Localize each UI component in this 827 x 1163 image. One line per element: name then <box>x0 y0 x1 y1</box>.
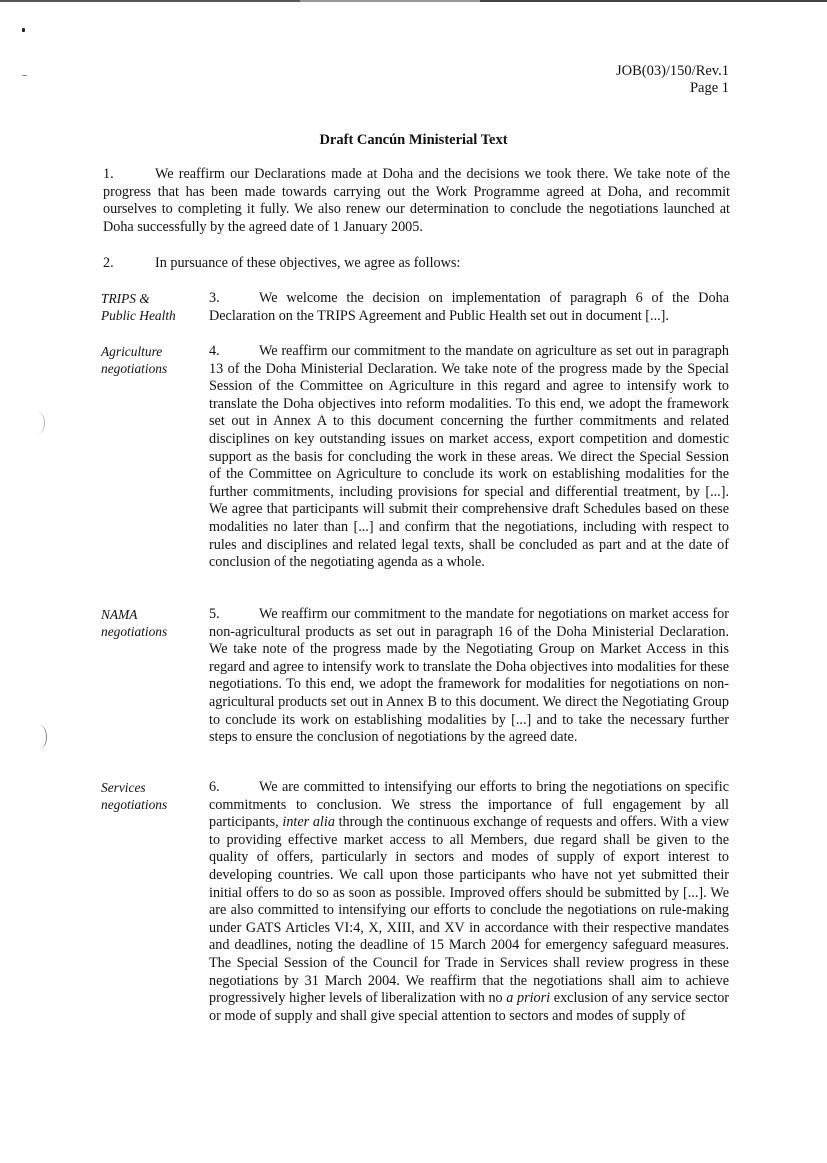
paragraph-text: We welcome the decision on implementation of paragraph 6 of the Doha Declaration on the TRIPS Agreement and Public Health set out in document [...]. <box>209 290 729 324</box>
paragraph-number: 5. <box>209 606 220 622</box>
italic-term: a priori <box>506 990 551 1007</box>
margin-label-line: negotiations <box>101 624 168 639</box>
margin-label-line: Agriculture <box>101 344 163 359</box>
document-reference: JOB(03)/150/Rev.1 <box>615 63 729 79</box>
paragraph-number: 3. <box>209 290 220 306</box>
document-header <box>616 63 729 97</box>
margin-label-line: Services <box>101 780 146 795</box>
page-number: Page 1 <box>689 80 729 96</box>
margin-label-line: TRIPS & <box>101 291 150 306</box>
margin-label-line: NAMA <box>101 607 138 622</box>
paragraph-1 <box>103 166 730 236</box>
paragraph-text: through the continuous exchange of requests and offers. With a view to providing effective market access to all Members, due regard shall be given to the quality of offers, particularly in sectors and modes of supply of export interest to developing countries. We call upon those participants who have not yet submitted their initial offers to do so as soon as possible. Improved offers should be submitted by [...]. We are also committed to intensifying our efforts to conclude the negotiations on rule-making under GATS Articles VI:4, X, XIII, and XV in accordance with their respective mandates and deadlines, noting the deadline of 15 March 2004 for emergency safeguard measures. The Special Session of the Council for Trade in Services shall review progress in these negotiations by 31 March 2004. We reaffirm that the negotiations shall aim to achieve progressively higher levels of liberalization with no <box>209 814 729 1007</box>
paragraph-4 <box>209 343 729 572</box>
paragraph-text: We reaffirm our Declarations made at Doha and the decisions we took there. We take note of the progress that has been made towards carrying out the Work Programme agreed at Doha, and recommit ourselves to completing it fully. We also renew our determination to conclude the negotiations launched at Doha successfully by the agreed date of 1 January 2005. <box>103 166 730 235</box>
paragraph-2 <box>103 255 730 273</box>
italic-term: inter alia <box>282 814 335 831</box>
paragraph-5 <box>209 606 729 747</box>
paragraph-3 <box>209 290 729 325</box>
scan-top-edge <box>0 0 827 2</box>
margin-label-nama <box>101 606 201 640</box>
paragraph-text: We are committed to intensifying our efforts to bring the negotiations on specific commitments to conclusion. We stress the importance of full engagement by all participants, <box>209 779 729 831</box>
paragraph-text: In pursuance of these objectives, we agree as follows: <box>155 255 461 271</box>
margin-label-agriculture <box>101 343 201 377</box>
paragraph-number: 6. <box>209 779 220 795</box>
paragraph-text: We reaffirm our commitment to the mandate for negotiations on market access for non-agricultural products as set out in paragraph 16 of the Doha Ministerial Declaration. We take note of the progress made by the Negotiating Group on Market Access in this regard and agree to intensify work to translate the Doha objectives into modalities for these negotiations. To this end, we adopt the framework for modalities for negotiations on non-agricultural products set out in Annex B to this document. We direct the Negotiating Group to conclude its work on establishing modalities by [...] and to take the necessary further steps to ensure the conclusion of negotiations by the agreed date. <box>209 606 729 746</box>
document-title: Draft Cancún Ministerial Text <box>319 132 508 148</box>
punch-hole-mark <box>30 412 45 434</box>
paragraph-number: 2. <box>103 255 114 271</box>
scan-mark <box>22 28 25 32</box>
margin-label-line: Public Health <box>101 308 176 323</box>
paragraph-text: exclusion of any service sector or mode of supply and shall give special attention to sectors and modes of supply of <box>209 990 730 1024</box>
paragraph-6 <box>209 779 729 1025</box>
paragraph-text: We reaffirm our commitment to the mandate on agriculture as set out in paragraph 13 of the Doha Ministerial Declaration. We take note of the progress made by the Special Session of the Committee on Agriculture in this regard and agree to intensify work to translate the Doha objectives into reform modalities. To this end, we adopt the framework set out in Annex A to this document concerning the further commitments and related disciplines on key outstanding issues on market access, export competition and domestic support as the basis for concluding the work in these areas. We direct the Special Session of the Committee on Agriculture to conclude its work on establishing modalities for the further commitments, including provisions for special and differential treatment, by [...]. We agree that participants will submit their comprehensive draft Schedules based on these modalities no later than [...] and confirm that the negotiations, including with respect to rules and disciplines and related legal texts, shall be concluded as part and at the date of conclusion of the negotiating agenda as a whole. <box>209 343 729 571</box>
margin-label-services <box>101 779 201 813</box>
margin-label-line: negotiations <box>101 361 168 376</box>
margin-label-trips <box>101 290 201 324</box>
paragraph-number: 4. <box>209 343 220 359</box>
punch-hole-mark <box>32 725 47 749</box>
scan-mark <box>22 75 27 76</box>
margin-label-line: negotiations <box>101 797 168 812</box>
paragraph-number: 1. <box>103 166 114 182</box>
